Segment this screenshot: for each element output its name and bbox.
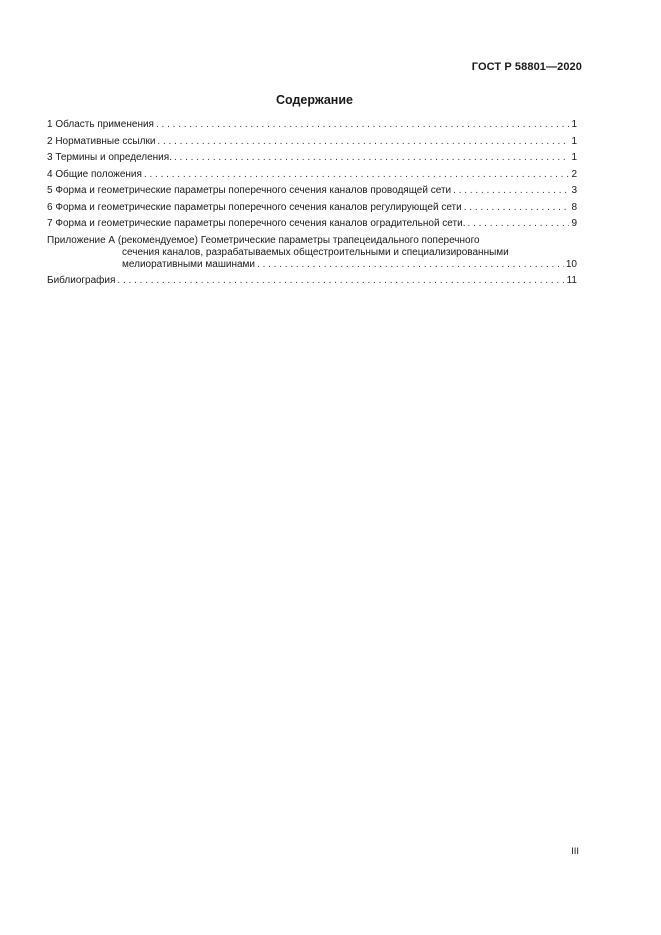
toc-leader-dots bbox=[117, 275, 564, 287]
toc-leader-dots bbox=[257, 259, 564, 271]
toc-appendix-line-3: мелиоративными машинами bbox=[122, 258, 256, 270]
toc-appendix-line-1: Приложение А (рекомендуемое) Геометрические параметры трапецеидального поперечного bbox=[47, 234, 480, 246]
toc-entry-5[interactable] bbox=[47, 185, 577, 197]
table-of-contents bbox=[47, 119, 577, 292]
toc-appendix-line-2: сечения каналов, разрабатываемых общестроительными и специализированными bbox=[122, 246, 509, 258]
document-code: ГОСТ Р 58801—2020 bbox=[471, 61, 582, 73]
toc-entry-page: 8 bbox=[571, 201, 577, 213]
toc-title: Содержание bbox=[275, 93, 353, 107]
toc-entry-4[interactable] bbox=[47, 169, 577, 181]
toc-entry-3[interactable] bbox=[47, 152, 577, 164]
toc-entry-page: 1 bbox=[571, 152, 577, 163]
toc-entry-page: 11 bbox=[566, 275, 577, 286]
toc-leader-dots bbox=[157, 136, 569, 148]
toc-leader-dots bbox=[467, 218, 569, 230]
toc-entry-label: 7 Форма и геометрические параметры поперечного сечения каналов оградительной сети. bbox=[47, 218, 466, 229]
toc-entry-label: 4 Общие положения bbox=[47, 168, 142, 180]
toc-entry-6[interactable] bbox=[47, 202, 577, 214]
toc-leader-dots bbox=[453, 185, 569, 197]
toc-leader-dots bbox=[174, 152, 569, 164]
toc-entry-1[interactable] bbox=[47, 119, 577, 131]
toc-entry-appendix-a[interactable] bbox=[47, 235, 577, 271]
toc-entry-label: 2 Нормативные ссылки bbox=[47, 135, 156, 147]
toc-entry-label: 1 Область применения bbox=[47, 119, 154, 130]
toc-entry-page: 1 bbox=[571, 119, 577, 130]
toc-entry-label: 6 Форма и геометрические параметры поперечного сечения каналов регулирующей сети bbox=[47, 201, 462, 213]
toc-entry-page: 10 bbox=[565, 258, 577, 270]
toc-entry-label: 5 Форма и геометрические параметры поперечного сечения каналов проводящей сети bbox=[47, 185, 452, 196]
toc-entry-7[interactable] bbox=[47, 218, 577, 230]
page-number: III bbox=[571, 846, 579, 857]
toc-leader-dots bbox=[464, 202, 570, 214]
toc-entry-page: 1 bbox=[571, 135, 577, 147]
toc-leader-dots bbox=[156, 119, 569, 131]
toc-leader-dots bbox=[144, 169, 570, 181]
toc-entry-label: Библиография bbox=[47, 275, 116, 286]
toc-entry-label: 3 Термины и определения. bbox=[47, 152, 172, 163]
toc-entry-bibliography[interactable] bbox=[47, 275, 577, 287]
toc-entry-2[interactable] bbox=[47, 136, 577, 148]
toc-entry-page: 2 bbox=[571, 168, 577, 180]
toc-entry-page: 9 bbox=[571, 218, 577, 229]
toc-entry-page: 3 bbox=[571, 185, 577, 196]
